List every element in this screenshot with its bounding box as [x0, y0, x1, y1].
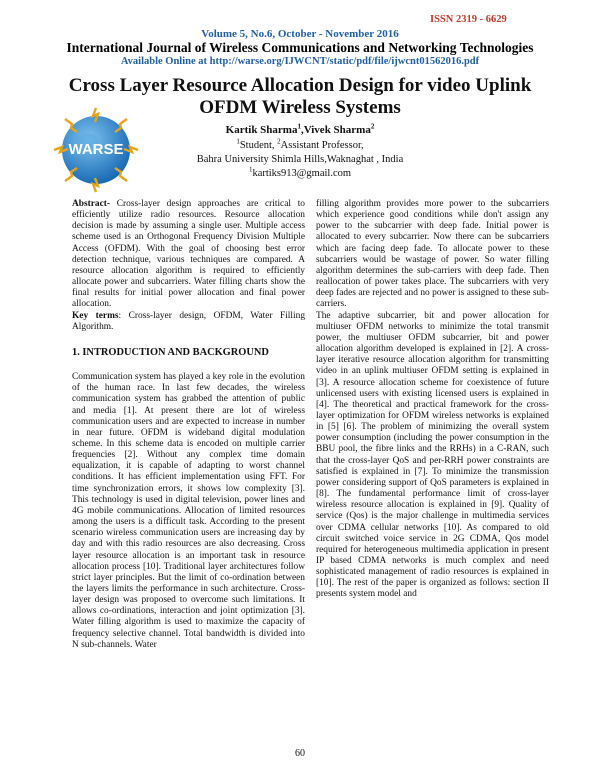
email-address[interactable]: kartiks913@gmail.com — [252, 168, 352, 179]
email-sup: 1 — [248, 165, 253, 174]
author-1-sup: 1 — [297, 122, 301, 131]
left-column — [72, 199, 305, 651]
intro-paragraph: Communication system has played a key role in the evolution of the human race. In last few decades, the wireless communication system has grabbed the attention of public and media [1]. At present there are lot of wireless communication users and are expected to increase in number in near future. OFDM is wideband digital modulation scheme. In this scheme data is encoded on multiple carrier frequencies [2]. Without any complex time domain equalization, it is capable of adapting to worst channel conditions. It has efficient implementation using FFT. For time synchronization errors, it shows low complexity [3]. This technology is used in digital television, power lines and 4G mobile communications. Allocation of limited resources among the users is a difficult task. According to the present scenario wireless communication users are increasing day by day and with this radio resources are also decreasing. Cross layer resource allocation is an important task in resource allocation process [10]. Traditional layer architectures follow strict layer principles. But the limit of co-ordination between the layers limits the performance in such architecture. Cross-layer design was proposed to overcome such limitations. It allows co-ordinations, interaction and joint optimization [3]. Water filling algorithm is used to maximize the capacity of frequency selective channel. Total bandwidth is divided into N sub-channels. Water — [72, 372, 305, 650]
right-paragraph-2: The adaptive subcarrier, bit and power allocation for multiuser OFDM networks to minimize the total transmit power, the multiuser OFDM subcarrier, bit and power allocation algorithm developed is explained in [2]. A cross-layer iterative resource allocation algorithm for transmitting video in an uplink multiuser OFDM setting is explained in [3]. A resource allocation scheme for coexistence of future unlicensed users with existing licensed users is explained in [4]. The theoretical and practical framework for the cross-layer optimization for OFDM wireless networks is explained in [5] [6]. The problem of minimizing the overall system power consumption (including the power consumption in the BBU pool, the fibre links and the RRHs) in a C-RAN, such that the cross-layer QoS and per-RRH power constraints are satisfied is explained in [7]. To minimize the transmission power considering support of QoS parameters is explained in [8]. The fundamental performance limit of cross-layer wireless resource allocation is explained in [9]. Quality of service (Qos) is the major challenge in multimedia services over CDMA cellular networks [10]. As compared to old circuit switched voice service in 2G CDMA, Qos model required for heterogeneous multimedia application in present IP based CDMA networks is much complex and need sophisticated management of radio resources is explained in [10]. The rest of the paper is organized as follows: section II presents system model and — [316, 310, 549, 600]
author-2-sup: 2 — [370, 122, 375, 131]
volume-info: Volume 5, No.6, October - November 2016 — [201, 28, 399, 40]
role-2: Assistant Professor, — [280, 140, 364, 151]
author-separator: , — [300, 124, 304, 136]
right-column — [316, 199, 549, 601]
affiliation-roles — [150, 137, 450, 151]
authors — [160, 124, 440, 136]
role-1: Student, — [239, 140, 278, 151]
abstract-text: Cross-layer design approaches are critical to efficiently utilize radio resources. Resource allocation decision is made by assuming a single user. Multiple access scheme used is an Orthogonal Frequency Division Multiple Access (OFDM). With the goal of choosing best error detection technique, various techniques are compared. A resource allocation algorithm is required to efficiently allocate power and subcarriers. Water filling charts show the final results for initial power allocation and final power allocation. — [72, 199, 305, 310]
key-terms-text: : Cross-layer design, OFDM, Water Filling Algorithm. — [72, 310, 306, 332]
available-online: Available Online at http://warse.org/IJWCNT/static/pdf/file/ijwcnt01562016.pdf — [120, 56, 480, 67]
right-paragraph-1: filling algorithm provides more power to the subcarriers which experience good conditions while don't assign any power to the subcarrier with deep fade. Initial power is allocated to every subcarrier. Now there can be subcarriers which are facing deep fade. To allocate power to these subcarriers would be wastage of power. So water filling algorithm determines the sub-carriers with deep fade. Then reallocation of power takes place. The subcarriers with very deep fades are rejected and no power is assigned to these sub-carriers. — [316, 199, 549, 310]
journal-title: International Journal of Wireless Communications and Networking Technologies — [66, 40, 534, 55]
abstract — [72, 199, 305, 311]
key-terms — [72, 311, 305, 333]
section-heading-intro: 1. INTRODUCTION AND BACKGROUND — [72, 346, 269, 358]
logo-text: WARSE — [68, 141, 124, 158]
author-email — [150, 165, 450, 179]
abstract-label: Abstract- — [72, 199, 111, 209]
issn: ISSN 2319 - 6629 — [430, 14, 507, 25]
author-1: Kartik Sharma — [225, 124, 298, 136]
affiliation-institution: Bahra University Shimla Hills,Waknaghat , India — [196, 154, 404, 165]
author-2: Vivek Sharma — [303, 124, 371, 136]
role-2-sup: 2 — [277, 137, 281, 146]
page-number: 60 — [295, 748, 305, 759]
role-1-sup: 1 — [236, 137, 240, 146]
key-terms-label: Key terms — [72, 310, 119, 321]
paper-title: Cross Layer Resource Allocation Design for video Uplink OFDM Wireless Systems — [68, 75, 532, 118]
warse-logo — [50, 104, 142, 196]
